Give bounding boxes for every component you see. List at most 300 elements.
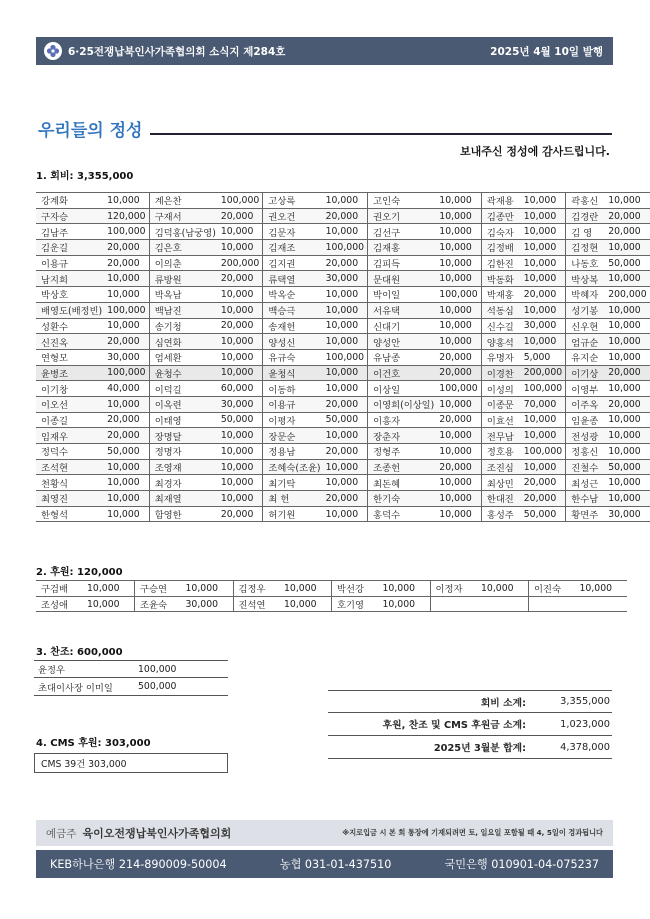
amount-cell: 10,000	[321, 381, 368, 397]
name-cell: 조종헌	[368, 459, 435, 475]
name-cell: 함영한	[149, 506, 216, 522]
amount-cell: 50,000	[603, 459, 650, 475]
name-cell: 박혜자	[566, 287, 603, 303]
amount-cell: 10,000	[216, 444, 263, 460]
membership-row	[36, 396, 650, 412]
summary-label: 후원, 찬조 및 CMS 후원금 소계:	[382, 720, 526, 731]
amount-cell: 20,000	[102, 412, 149, 428]
name-cell: 임윤종	[566, 412, 603, 428]
name-cell: 김문자	[263, 224, 321, 240]
membership-row	[36, 224, 650, 240]
name-cell: 조윤숙	[135, 596, 181, 612]
name-cell: 김재조	[263, 240, 321, 256]
name-cell: 신대기	[368, 318, 435, 334]
donation-row	[34, 678, 228, 696]
name-cell: 정홍신	[566, 444, 603, 460]
membership-label: 1. 회비: 3,355,000	[36, 171, 134, 182]
name-cell: 이정자	[430, 581, 476, 597]
amount-cell: 10,000	[603, 491, 650, 507]
amount-cell: 10,000	[434, 193, 481, 209]
name-cell: 연형모	[36, 349, 102, 365]
amount-cell: 10,000	[321, 224, 368, 240]
name-cell: 구검배	[36, 581, 82, 597]
amount-cell: 10,000	[519, 459, 566, 475]
name-cell: 김선구	[368, 224, 435, 240]
name-cell: 구자승	[36, 208, 102, 224]
amount-cell: 10,000	[378, 596, 431, 612]
name-cell: 이종문	[481, 396, 518, 412]
membership-row	[36, 444, 650, 460]
amount-cell: 10,000	[519, 224, 566, 240]
amount-cell: 10,000	[321, 334, 368, 350]
bank-account-nh: 농협 031-01-437510	[279, 858, 392, 871]
amount-cell: 10,000	[434, 224, 481, 240]
amount-cell: 10,000	[321, 302, 368, 318]
amount-cell: 100,000	[102, 302, 149, 318]
name-cell: 진석연	[233, 596, 279, 612]
name-cell: 서유택	[368, 302, 435, 318]
name-cell: 김운길	[36, 240, 102, 256]
amount-cell: 10,000	[82, 581, 135, 597]
name-cell: 천황식	[36, 475, 102, 491]
name-cell: 홍성주	[481, 506, 518, 522]
amount-cell: 50,000	[216, 412, 263, 428]
name-cell: 이흥자	[368, 412, 435, 428]
amount-cell: 10,000	[321, 475, 368, 491]
amount-cell: 10,000	[603, 412, 650, 428]
newsletter-header	[36, 37, 613, 65]
amount-cell: 20,000	[434, 349, 481, 365]
membership-row	[36, 365, 650, 381]
name-cell: 박옥순	[263, 287, 321, 303]
name-cell: 송재헌	[263, 318, 321, 334]
amount-cell: 10,000	[102, 318, 149, 334]
amount-cell: 10,000	[519, 428, 566, 444]
amount-cell: 10,000	[216, 302, 263, 318]
name-cell: 최돈혜	[368, 475, 435, 491]
amount-cell: 10,000	[434, 506, 481, 522]
amount-cell	[476, 596, 529, 612]
amount-cell: 10,000	[321, 365, 368, 381]
amount-cell: 100,000	[434, 287, 481, 303]
amount-cell: 10,000	[102, 475, 149, 491]
support-row	[36, 596, 627, 612]
name-cell: 이상일	[368, 381, 435, 397]
bank-accounts-bar	[36, 850, 613, 878]
donation-list	[34, 660, 228, 696]
amount-cell: 20,000	[321, 396, 368, 412]
name-cell: 김정우	[233, 581, 279, 597]
flower-logo-icon	[44, 42, 62, 60]
amount-cell: 10,000	[434, 318, 481, 334]
amount-cell: 30,000	[216, 396, 263, 412]
amount-cell: 10,000	[603, 334, 650, 350]
name-cell: 윤청수	[149, 365, 216, 381]
cms-label: 4. CMS 후원: 303,000	[36, 738, 151, 749]
name-cell: 엄세환	[149, 349, 216, 365]
name-cell: 이경찬	[481, 365, 518, 381]
amount-cell: 10,000	[519, 271, 566, 287]
amount-cell: 200,000	[216, 255, 263, 271]
amount-cell: 10,000	[603, 193, 650, 209]
name-cell: 이오선	[36, 396, 102, 412]
donor-name: 윤정우	[38, 665, 65, 676]
amount-cell: 20,000	[519, 491, 566, 507]
amount-cell: 10,000	[102, 491, 149, 507]
amount-cell: 20,000	[102, 334, 149, 350]
amount-cell: 20,000	[216, 318, 263, 334]
name-cell	[430, 596, 476, 612]
name-cell: 신진옥	[36, 334, 102, 350]
amount-cell: 20,000	[434, 459, 481, 475]
amount-cell: 100,000	[321, 349, 368, 365]
amount-cell: 30,000	[603, 506, 650, 522]
amount-cell: 120,000	[102, 208, 149, 224]
amount-cell: 10,000	[321, 506, 368, 522]
amount-cell: 10,000	[378, 581, 431, 597]
amount-cell: 20,000	[603, 208, 650, 224]
amount-cell: 30,000	[321, 271, 368, 287]
amount-cell: 10,000	[519, 302, 566, 318]
name-cell: 이성의	[481, 381, 518, 397]
amount-cell: 200,000	[603, 287, 650, 303]
amount-cell: 30,000	[181, 596, 234, 612]
name-cell: 이진숙	[529, 581, 575, 597]
name-cell: 성환수	[36, 318, 102, 334]
name-cell: 강계화	[36, 193, 102, 209]
amount-cell: 20,000	[321, 255, 368, 271]
name-cell: 정호용	[481, 444, 518, 460]
amount-cell: 10,000	[603, 240, 650, 256]
name-cell: 이평자	[263, 412, 321, 428]
amount-cell: 10,000	[434, 302, 481, 318]
name-cell: 김지권	[263, 255, 321, 271]
name-cell: 이용규	[36, 255, 102, 271]
amount-cell: 10,000	[102, 396, 149, 412]
donor-amount: 100,000	[138, 663, 177, 675]
amount-cell: 10,000	[603, 428, 650, 444]
name-cell: 이영희(이상일)	[368, 396, 435, 412]
name-cell: 이주옥	[566, 396, 603, 412]
donation-row	[34, 660, 228, 678]
name-cell: 김한진	[481, 255, 518, 271]
name-cell: 정용남	[263, 444, 321, 460]
name-cell: 최경자	[149, 475, 216, 491]
amount-cell: 20,000	[102, 428, 149, 444]
name-cell: 유지순	[566, 349, 603, 365]
membership-row	[36, 287, 650, 303]
name-cell: 성기봉	[566, 302, 603, 318]
name-cell: 양성신	[263, 334, 321, 350]
name-cell: 이동하	[263, 381, 321, 397]
amount-cell: 10,000	[434, 271, 481, 287]
amount-cell: 10,000	[279, 596, 332, 612]
name-cell: 구재서	[149, 208, 216, 224]
amount-cell: 10,000	[519, 334, 566, 350]
membership-row	[36, 271, 650, 287]
name-cell: 전무남	[481, 428, 518, 444]
amount-cell: 20,000	[102, 255, 149, 271]
name-cell: 이효선	[481, 412, 518, 428]
name-cell: 최영진	[36, 491, 102, 507]
name-cell: 엄규순	[566, 334, 603, 350]
membership-row	[36, 491, 650, 507]
name-cell: 장문순	[263, 428, 321, 444]
summary-value: 1,023,000	[560, 718, 610, 730]
amount-cell: 10,000	[216, 475, 263, 491]
name-cell: 장명달	[149, 428, 216, 444]
name-cell: 양성안	[368, 334, 435, 350]
amount-cell: 10,000	[434, 475, 481, 491]
amount-cell: 10,000	[216, 459, 263, 475]
name-cell: 신우현	[566, 318, 603, 334]
name-cell: 한대진	[481, 491, 518, 507]
amount-cell: 100,000	[216, 193, 263, 209]
name-cell: 임재우	[36, 428, 102, 444]
amount-cell: 10,000	[102, 193, 149, 209]
bank-account-hana: KEB하나은행 214-890009-50004	[50, 858, 227, 871]
name-cell: 이덕길	[149, 381, 216, 397]
name-cell: 박선강	[332, 581, 378, 597]
name-cell: 백남진	[149, 302, 216, 318]
amount-cell: 10,000	[603, 381, 650, 397]
support-label: 2. 후원: 120,000	[36, 567, 123, 578]
name-cell: 이건호	[368, 365, 435, 381]
name-cell: 최기탁	[263, 475, 321, 491]
name-cell: 류방원	[149, 271, 216, 287]
name-cell: 정형주	[368, 444, 435, 460]
membership-row	[36, 302, 650, 318]
amount-cell: 10,000	[603, 475, 650, 491]
membership-row	[36, 334, 650, 350]
amount-cell: 10,000	[434, 255, 481, 271]
amount-cell: 100,000	[102, 224, 149, 240]
name-cell: 박재홍	[481, 287, 518, 303]
amount-cell: 20,000	[603, 224, 650, 240]
amount-cell: 200,000	[519, 365, 566, 381]
summary-row	[328, 713, 612, 736]
amount-cell: 10,000	[603, 271, 650, 287]
amount-cell: 10,000	[216, 334, 263, 350]
membership-row	[36, 193, 650, 209]
name-cell: 김덕홍(남궁영)	[149, 224, 216, 240]
amount-cell: 10,000	[603, 444, 650, 460]
name-cell: 남지희	[36, 271, 102, 287]
amount-cell: 10,000	[321, 287, 368, 303]
summary-value: 4,378,000	[560, 741, 610, 753]
name-cell: 박옥남	[149, 287, 216, 303]
membership-row	[36, 412, 650, 428]
name-cell: 한수남	[566, 491, 603, 507]
name-cell: 진철수	[566, 459, 603, 475]
name-cell: 신수길	[481, 318, 518, 334]
amount-cell: 10,000	[216, 491, 263, 507]
membership-row	[36, 318, 650, 334]
amount-cell: 20,000	[321, 444, 368, 460]
amount-cell: 30,000	[519, 318, 566, 334]
amount-cell: 10,000	[434, 208, 481, 224]
name-cell: 조영재	[149, 459, 216, 475]
name-cell: 유규숙	[263, 349, 321, 365]
amount-cell: 20,000	[321, 491, 368, 507]
name-cell: 박상호	[36, 287, 102, 303]
name-cell: 김은호	[149, 240, 216, 256]
amount-cell: 50,000	[102, 444, 149, 460]
name-cell: 김재홍	[368, 240, 435, 256]
amount-cell: 10,000	[102, 287, 149, 303]
name-cell: 김 영	[566, 224, 603, 240]
amount-cell: 10,000	[434, 444, 481, 460]
name-cell: 조석현	[36, 459, 102, 475]
newsletter-title: 6·25전쟁납북인사가족협의회 소식지 제284호	[68, 45, 286, 58]
amount-cell: 10,000	[216, 349, 263, 365]
name-cell: 전성광	[566, 428, 603, 444]
name-cell: 박이일	[368, 287, 435, 303]
name-cell: 권오기	[368, 208, 435, 224]
name-cell: 호기영	[332, 596, 378, 612]
amount-cell: 20,000	[216, 271, 263, 287]
amount-cell: 50,000	[519, 506, 566, 522]
name-cell: 황면주	[566, 506, 603, 522]
amount-cell: 100,000	[321, 240, 368, 256]
name-cell: 장춘자	[368, 428, 435, 444]
name-cell: 최재열	[149, 491, 216, 507]
name-cell: 김정배	[481, 240, 518, 256]
amount-cell: 10,000	[216, 287, 263, 303]
membership-row	[36, 459, 650, 475]
name-cell: 정명자	[149, 444, 216, 460]
amount-cell: 10,000	[575, 581, 628, 597]
amount-cell: 10,000	[519, 208, 566, 224]
name-cell: 김숙자	[481, 224, 518, 240]
name-cell: 김종만	[481, 208, 518, 224]
membership-row	[36, 208, 650, 224]
name-cell: 최상민	[481, 475, 518, 491]
amount-cell: 100,000	[519, 444, 566, 460]
amount-cell: 10,000	[321, 428, 368, 444]
amount-cell: 10,000	[434, 428, 481, 444]
summary-row	[328, 736, 612, 759]
amount-cell: 20,000	[519, 475, 566, 491]
amount-cell: 30,000	[102, 349, 149, 365]
support-row	[36, 581, 627, 597]
account-holder-name: 육이오전쟁납북인사가족협의회	[82, 827, 232, 840]
name-cell: 조성애	[36, 596, 82, 612]
amount-cell: 10,000	[519, 193, 566, 209]
amount-cell: 20,000	[603, 365, 650, 381]
name-cell: 백승극	[263, 302, 321, 318]
amount-cell: 10,000	[102, 506, 149, 522]
name-cell: 류택열	[263, 271, 321, 287]
name-cell: 이영부	[566, 381, 603, 397]
summary-label: 2025년 3월분 합계:	[433, 743, 526, 754]
name-cell: 김정현	[566, 240, 603, 256]
name-cell: 심연화	[149, 334, 216, 350]
name-cell: 이종길	[36, 412, 102, 428]
name-cell: 유남종	[368, 349, 435, 365]
name-cell: 이태영	[149, 412, 216, 428]
amount-cell: 10,000	[434, 396, 481, 412]
membership-row	[36, 475, 650, 491]
name-cell: 조진심	[481, 459, 518, 475]
amount-cell: 20,000	[519, 287, 566, 303]
amount-cell: 10,000	[102, 271, 149, 287]
amount-cell: 10,000	[434, 491, 481, 507]
account-holder-bar	[36, 820, 613, 846]
amount-cell: 100,000	[434, 381, 481, 397]
amount-cell: 70,000	[519, 396, 566, 412]
amount-cell: 20,000	[603, 396, 650, 412]
name-cell: 한기숙	[368, 491, 435, 507]
name-cell: 박상복	[566, 271, 603, 287]
account-holder-label: 예금주	[46, 827, 77, 840]
bank-account-kb: 국민은행 010901-04-075237	[444, 858, 599, 871]
amount-cell: 20,000	[216, 506, 263, 522]
amount-cell: 100,000	[102, 365, 149, 381]
section-title: 우리들의 정성	[38, 121, 143, 141]
name-cell: 나동호	[566, 255, 603, 271]
amount-cell: 20,000	[102, 240, 149, 256]
amount-cell: 10,000	[216, 365, 263, 381]
giro-note: ※지로입금 시 본 회 통장에 기재되려면 토, 일요일 포함될 때 4, 5일이 경과됩니다	[342, 828, 603, 837]
amount-cell: 10,000	[181, 581, 234, 597]
amount-cell: 10,000	[216, 428, 263, 444]
name-cell: 곽홍신	[566, 193, 603, 209]
name-cell: 이용규	[263, 396, 321, 412]
membership-row	[36, 428, 650, 444]
name-cell: 이기상	[566, 365, 603, 381]
amount-cell: 10,000	[82, 596, 135, 612]
amount-cell: 10,000	[102, 459, 149, 475]
amount-cell: 20,000	[216, 208, 263, 224]
name-cell: 문대원	[368, 271, 435, 287]
name-cell: 허기원	[263, 506, 321, 522]
donor-amount: 500,000	[138, 681, 177, 692]
name-cell: 유명자	[481, 349, 518, 365]
thanks-message: 보내주신 정성에 감사드립니다.	[460, 145, 610, 158]
name-cell: 정덕수	[36, 444, 102, 460]
cms-detail: CMS 39건 303,000	[34, 753, 228, 773]
amount-cell: 60,000	[216, 381, 263, 397]
name-cell: 석동심	[481, 302, 518, 318]
amount-cell: 20,000	[434, 365, 481, 381]
support-table	[36, 580, 627, 612]
name-cell	[529, 596, 575, 612]
name-cell: 권오건	[263, 208, 321, 224]
summary-row	[328, 690, 612, 713]
name-cell: 김남주	[36, 224, 102, 240]
amount-cell: 50,000	[321, 412, 368, 428]
name-cell: 박동화	[481, 271, 518, 287]
amount-cell: 10,000	[519, 412, 566, 428]
amount-cell: 10,000	[279, 581, 332, 597]
membership-row	[36, 255, 650, 271]
amount-cell: 10,000	[321, 193, 368, 209]
membership-row	[36, 381, 650, 397]
name-cell: 김경란	[566, 208, 603, 224]
name-cell: 계은찬	[149, 193, 216, 209]
title-rule	[150, 133, 612, 135]
amount-cell: 20,000	[434, 412, 481, 428]
name-cell: 홍덕수	[368, 506, 435, 522]
amount-cell: 10,000	[603, 302, 650, 318]
summary-table	[328, 690, 612, 759]
name-cell: 김피득	[368, 255, 435, 271]
name-cell: 최성근	[566, 475, 603, 491]
name-cell: 이의춘	[149, 255, 216, 271]
amount-cell: 10,000	[519, 255, 566, 271]
name-cell: 이기창	[36, 381, 102, 397]
